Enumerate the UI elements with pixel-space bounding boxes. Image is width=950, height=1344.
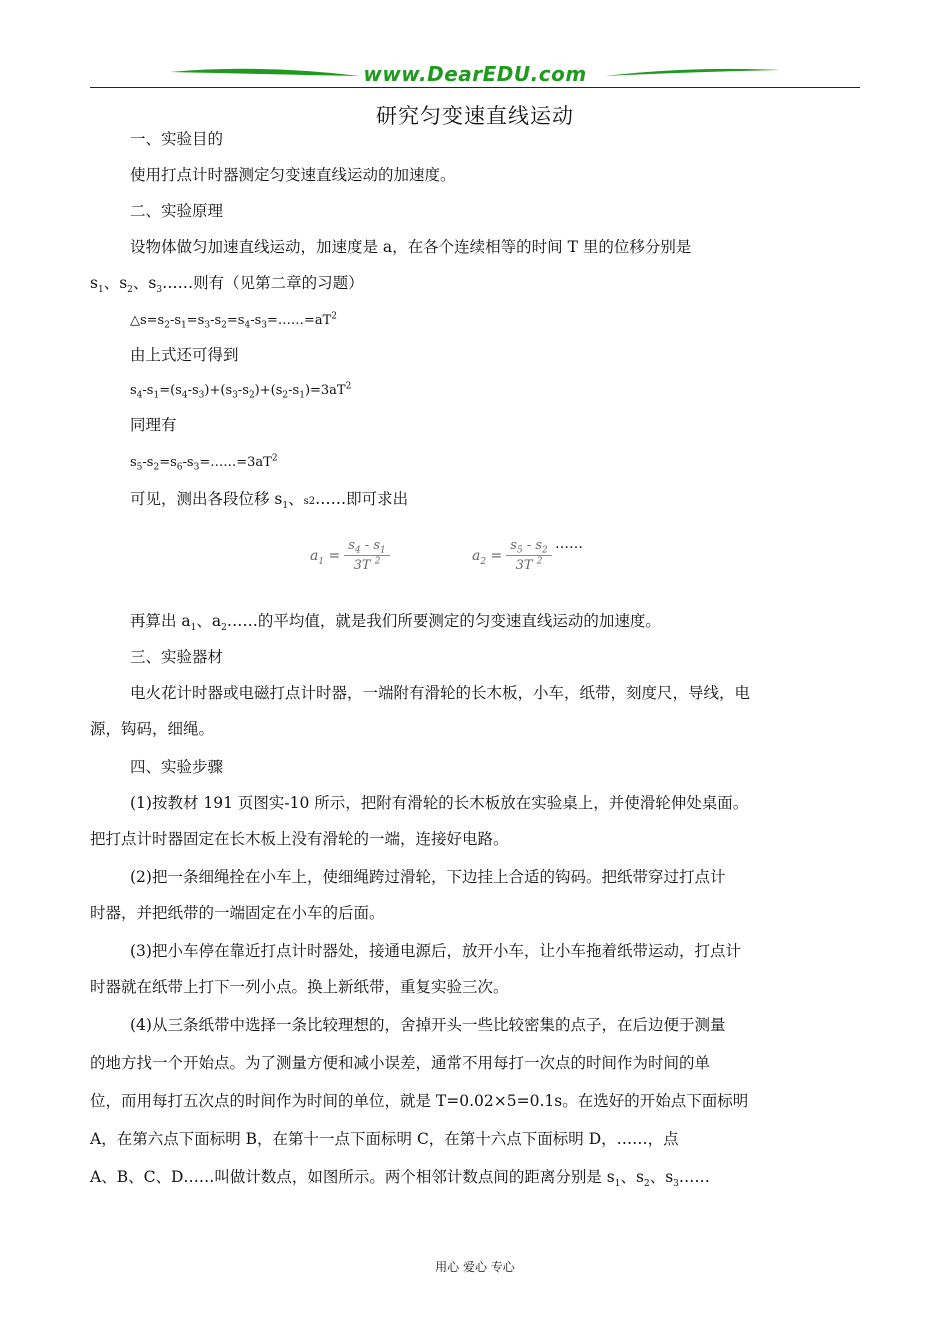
- page-title: 研究匀变速直线运动: [376, 104, 574, 128]
- equipment-text-b: 源，钩码，细绳。: [90, 720, 215, 738]
- page-footer: 用心 爱心 专心: [435, 1260, 515, 1274]
- step-4-line-c: 位，而用每打五次点的时间作为时间的单位，就是 T=0.02×5=0.1s。在选好的开始点下面标明: [90, 1092, 749, 1110]
- principle-paragraph-1: 设物体做匀加速直线运动，加速度是 a，在各个连续相等的时间 T 里的位移分别是: [130, 238, 692, 256]
- step-3-line-a: (3)把小车停在靠近打点计时器处，接通电源后，放开小车，让小车拖着纸带运动，打点计: [130, 942, 741, 960]
- step-1-line-a: (1)按教材 191 页图实-10 所示，把附有滑轮的长木板放在实验桌上，并使滑轮伸处桌面。: [130, 794, 749, 812]
- principle-paragraph-4: 可见，测出各段位移 $s_1$、s2……即可求出: [130, 490, 409, 512]
- equation-3: $s_5-s_2=s_6-s_3=\dots\dots=3aT^2$: [130, 453, 278, 473]
- step-4-line-a: (4)从三条纸带中选择一条比较理想的，舍掉开头一些比较密集的点子，在后边便于测量: [130, 1016, 726, 1034]
- principle-paragraph-2: 由上式还可得到: [130, 346, 239, 364]
- step-4-line-d: A，在第六点下面标明 B，在第十一点下面标明 C，在第十六点下面标明 D，……，点: [90, 1130, 679, 1148]
- step-4-line-b: 的地方找一个开始点。为了测量方便和减小误差，通常不用每打一次点的时间作为时间的单: [90, 1054, 711, 1072]
- section-heading-4: 四、实验步骤: [130, 758, 224, 776]
- step-2-line-a: (2)把一条细绳拴在小车上，使细绳跨过滑轮，下边挂上合适的钩码。把纸带穿过打点计: [130, 868, 726, 886]
- section-heading-3: 三、实验器材: [130, 648, 224, 666]
- equation-1: $\triangle s=s_2-s_1=s_3-s_2=s_4-s_3=\dots\dots=aT^2$: [130, 311, 337, 331]
- formula-a1: $a_1$ = $\frac{s_4 - s_1}{3T ^2}$: [310, 538, 390, 588]
- formula-ellipsis: ……: [555, 536, 583, 552]
- principle-paragraph-1-cont: $s_1$、$s_2$、$s_3\dots\dots$则有（见第二章的习题）: [90, 274, 364, 296]
- principle-paragraph-3: 同理有: [130, 416, 177, 434]
- header-rule: [90, 87, 860, 88]
- step-1-line-b: 把打点计时器固定在长木板上没有滑轮的一端，连接好电路。: [90, 830, 509, 848]
- section-heading-2: 二、实验原理: [130, 202, 224, 220]
- principle-paragraph-5: 再算出 $a_1$、$a_2\dots\dots$的平均值，就是我们所要测定的匀变速直线运动的加速度。: [130, 612, 661, 634]
- step-3-line-b: 时器就在纸带上打下一列小点。换上新纸带，重复实验三次。: [90, 978, 509, 996]
- formula-a2: $a_2$ = $\frac{s_5 - s_2}{3T ^2}$: [472, 538, 552, 588]
- section-heading-1: 一、实验目的: [130, 130, 224, 148]
- equation-2: $s_4-s_1=(s_4-s_3)+(s_3-s_2)+(s_2-s_1)=3aT^2$: [130, 381, 352, 401]
- step-2-line-b: 时器，并把纸带的一端固定在小车的后面。: [90, 904, 385, 922]
- section-1-text: 使用打点计时器测定匀变速直线运动的加速度。: [130, 166, 456, 184]
- step-4-line-e: A、B、C、D……叫做计数点，如图所示。两个相邻计数点间的距离分别是 $s_1$、$s_2$、$s_3\dots\dots$: [90, 1168, 710, 1190]
- site-logo-text[interactable]: www.DearEDU.com: [363, 62, 587, 86]
- equipment-text-a: 电火花计时器或电磁打点计时器，一端附有滑轮的长木板，小车，纸带，刻度尺，导线，电: [130, 684, 751, 702]
